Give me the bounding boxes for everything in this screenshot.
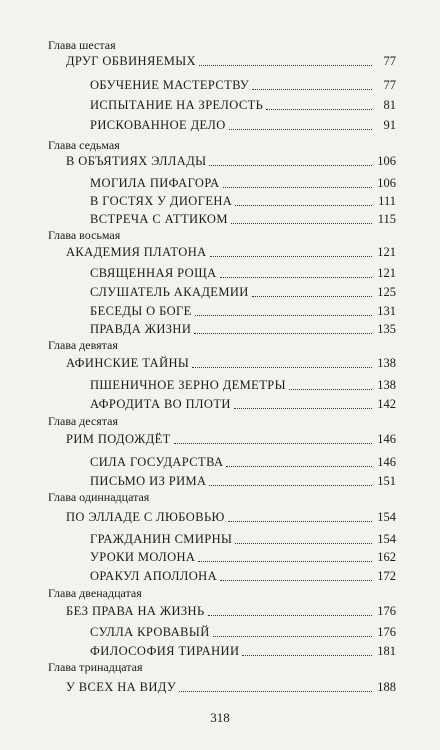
section-entry <box>90 322 396 337</box>
chapter-label: Глава одиннадцатая <box>48 490 150 504</box>
chapter-title-entry <box>66 245 396 260</box>
section-entry <box>90 532 396 547</box>
dot-leader <box>192 366 372 368</box>
dot-leader <box>209 164 372 166</box>
entry-title: ОБУЧЕНИЕ МАСТЕРСТВУ <box>90 78 250 92</box>
entry-page: 151 <box>377 474 396 488</box>
dot-leader <box>252 295 372 297</box>
dot-leader <box>289 388 372 390</box>
section-entry <box>90 212 396 227</box>
entry-page: 77 <box>383 54 396 68</box>
entry-page: 115 <box>377 212 396 226</box>
entry-page: 125 <box>377 285 396 299</box>
page-number: 318 <box>210 710 230 725</box>
section-entry <box>90 474 396 489</box>
entry-page: 111 <box>378 194 396 208</box>
chapter-title-entry <box>66 356 396 371</box>
chapter-title-entry <box>66 432 396 447</box>
entry-title: БЕСЕДЫ О БОГЕ <box>90 304 192 318</box>
entry-page: 91 <box>383 118 396 132</box>
entry-page: 172 <box>377 569 396 583</box>
entry-page: 176 <box>377 604 396 618</box>
entry-title: УРОКИ МОЛОНА <box>90 550 196 564</box>
chapter-label: Глава восьмая <box>48 228 121 242</box>
section-entry <box>90 98 396 113</box>
entry-page: 181 <box>377 644 396 658</box>
section-entry <box>90 194 396 209</box>
section-entry <box>90 304 396 319</box>
section-entry <box>90 266 396 281</box>
chapter-label: Глава двенадцатая <box>48 586 142 600</box>
entry-page: 106 <box>377 154 396 168</box>
entry-page: 106 <box>377 176 396 190</box>
entry-page: 121 <box>377 266 396 280</box>
entry-page: 131 <box>377 304 396 318</box>
dot-leader <box>174 442 372 444</box>
entry-page: 135 <box>377 322 396 336</box>
section-entry <box>90 569 396 584</box>
section-entry <box>90 176 396 191</box>
entry-title: ОРАКУЛ АПОЛЛОНА <box>90 569 218 583</box>
section-entry <box>90 550 396 565</box>
dot-leader <box>242 654 372 656</box>
entry-page: 162 <box>377 550 396 564</box>
entry-title: РИСКОВАННОЕ ДЕЛО <box>90 118 226 132</box>
dot-leader <box>195 314 372 316</box>
entry-title: СУЛЛА КРОВАВЫЙ <box>90 625 210 639</box>
entry-page: 138 <box>377 356 396 370</box>
section-entry <box>90 455 396 470</box>
dot-leader <box>223 186 372 188</box>
entry-page: 77 <box>383 78 396 92</box>
entry-title: СИЛА ГОСУДАРСТВА <box>90 455 224 469</box>
chapter-label: Глава седьмая <box>48 138 120 152</box>
section-entry <box>90 625 396 640</box>
entry-page: 121 <box>377 245 396 259</box>
dot-leader <box>235 204 372 206</box>
entry-title: ПШЕНИЧНОЕ ЗЕРНО ДЕМЕТРЫ <box>90 378 286 392</box>
entry-page: 176 <box>377 625 396 639</box>
dot-leader <box>234 407 372 409</box>
entry-title: В ОБЪЯТИЯХ ЭЛЛАДЫ <box>66 154 207 168</box>
section-entry <box>90 644 396 659</box>
dot-leader <box>229 128 372 130</box>
chapter-title-entry <box>66 510 396 525</box>
entry-title: ПИСЬМО ИЗ РИМА <box>90 474 207 488</box>
section-entry <box>90 285 396 300</box>
dot-leader <box>210 255 372 257</box>
entry-title: АФИНСКИЕ ТАЙНЫ <box>66 356 190 370</box>
entry-title: ГРАЖДАНИН СМИРНЫ <box>90 532 233 546</box>
entry-page: 154 <box>377 510 396 524</box>
dot-leader <box>194 332 372 334</box>
section-entry <box>90 397 396 412</box>
entry-page: 146 <box>377 432 396 446</box>
entry-title: БЕЗ ПРАВА НА ЖИЗНЬ <box>66 604 205 618</box>
entry-title: ДРУГ ОБВИНЯЕМЫХ <box>66 54 196 68</box>
entry-page: 188 <box>377 680 396 694</box>
dot-leader <box>220 579 372 581</box>
section-entry <box>90 118 396 133</box>
entry-title: МОГИЛА ПИФАГОРА <box>90 176 220 190</box>
dot-leader <box>252 88 372 90</box>
entry-page: 81 <box>383 98 396 112</box>
chapter-label: Глава шестая <box>48 38 116 52</box>
entry-title: ФИЛОСОФИЯ ТИРАНИИ <box>90 644 240 658</box>
entry-page: 154 <box>377 532 396 546</box>
entry-title: ПРАВДА ЖИЗНИ <box>90 322 192 336</box>
section-entry <box>90 378 396 393</box>
chapter-title-entry <box>66 604 396 619</box>
dot-leader <box>199 64 372 66</box>
dot-leader <box>228 520 372 522</box>
entry-title: ИСПЫТАНИЕ НА ЗРЕЛОСТЬ <box>90 98 264 112</box>
entry-title: АКАДЕМИЯ ПЛАТОНА <box>66 245 207 259</box>
entry-title: У ВСЕХ НА ВИДУ <box>66 680 177 694</box>
dot-leader <box>209 484 372 486</box>
section-entry <box>90 78 396 93</box>
chapter-title-entry <box>66 154 396 169</box>
entry-title: АФРОДИТА ВО ПЛОТИ <box>90 397 231 411</box>
entry-title: ВСТРЕЧА С АТТИКОМ <box>90 212 228 226</box>
dot-leader <box>231 222 372 224</box>
dot-leader <box>226 465 372 467</box>
chapter-label: Глава десятая <box>48 414 118 428</box>
entry-title: СВЯЩЕННАЯ РОЩА <box>90 266 217 280</box>
entry-title: ПО ЭЛЛАДЕ С ЛЮБОВЬЮ <box>66 510 225 524</box>
chapter-title-entry <box>66 680 396 695</box>
entry-title: РИМ ПОДОЖДЁТ <box>66 432 171 446</box>
entry-page: 138 <box>377 378 396 392</box>
dot-leader <box>220 276 372 278</box>
dot-leader <box>179 690 372 692</box>
entry-page: 142 <box>377 397 396 411</box>
dot-leader <box>208 614 372 616</box>
entry-title: СЛУШАТЕЛЬ АКАДЕМИИ <box>90 285 249 299</box>
dot-leader <box>266 108 372 110</box>
entry-title: В ГОСТЯХ У ДИОГЕНА <box>90 194 233 208</box>
dot-leader <box>213 635 372 637</box>
dot-leader <box>235 542 372 544</box>
entry-page: 146 <box>377 455 396 469</box>
chapter-label: Глава тринадцатая <box>48 660 143 674</box>
dot-leader <box>198 560 372 562</box>
chapter-label: Глава девятая <box>48 338 118 352</box>
chapter-title-entry <box>66 54 396 69</box>
